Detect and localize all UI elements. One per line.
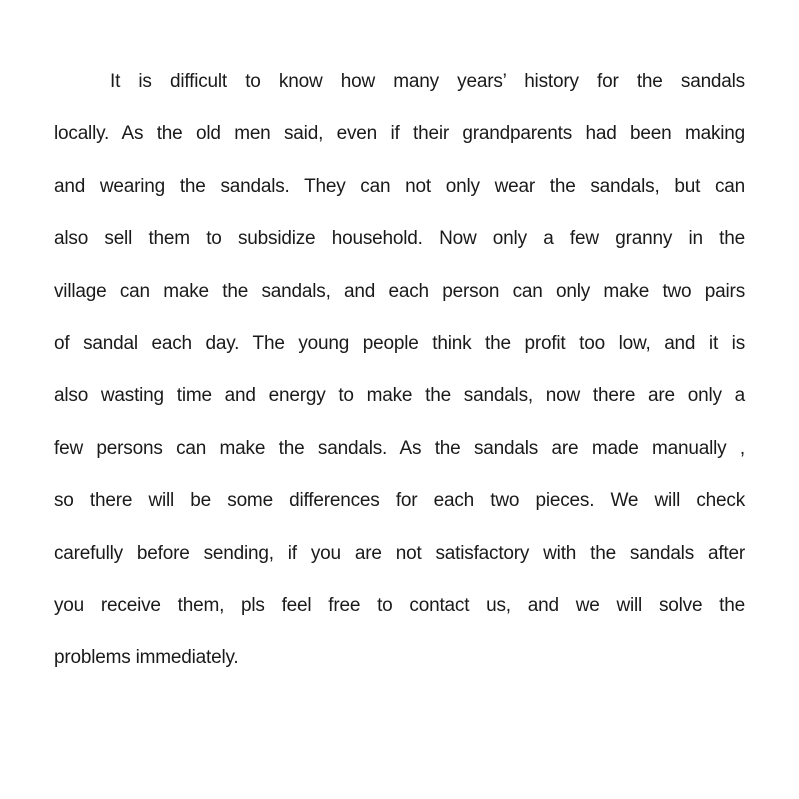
text-line: you receive them, pls feel free to contact us, and we will solve the (54, 594, 745, 616)
sandals-history-paragraph (54, 62, 745, 691)
text-line: and wearing the sandals. They can not only wear the sandals, but can (54, 175, 745, 197)
text-line: also sell them to subsidize household. Now only a few granny in the (54, 228, 745, 250)
text-line: of sandal each day. The young people think the profit too low, and it is (54, 332, 745, 354)
text-line: locally. As the old men said, even if their grandparents had been making (54, 123, 745, 145)
text-line: It is difficult to know how many years’ history for the sandals (110, 71, 745, 92)
document-page (54, 62, 745, 691)
text-line: also wasting time and energy to make the sandals, now there are only a (54, 385, 745, 407)
text-line: carefully before sending, if you are not satisfactory with the sandals after (54, 542, 745, 564)
text-line: village can make the sandals, and each person can only make two pairs (54, 280, 745, 302)
text-line: problems immediately. (54, 647, 239, 669)
text-line: few persons can make the sandals. As the sandals are made manually , (54, 437, 745, 459)
text-line: so there will be some differences for each two pieces. We will check (54, 490, 745, 512)
